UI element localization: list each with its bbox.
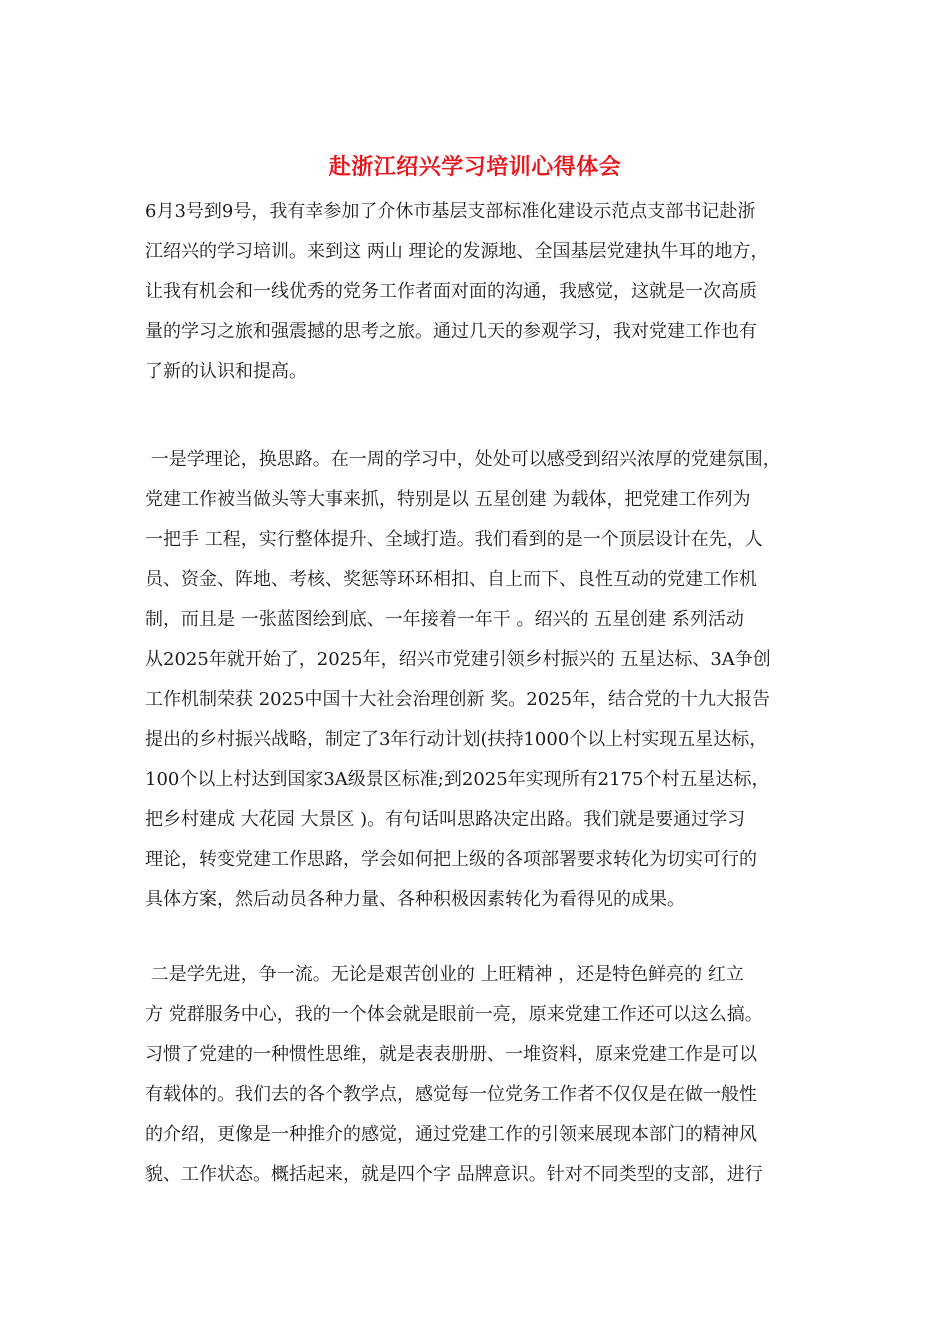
text-line: 二是学先进，争一流。无论是艰苦创业的 上旺精神 ，还是特色鲜亮的 红立 [145, 964, 744, 985]
text-line: 100个以上村达到国家3A级景区标准;到2025年实现所有2175个村五星达标， [145, 769, 770, 790]
text-line: 习惯了党建的一种惯性思维，就是表表册册、一堆资料，原来党建工作是可以 [145, 1044, 757, 1065]
paragraph-1 [145, 192, 815, 392]
text-line: 把乡村建成 大花园 大景区 )。有句话叫思路决定出路。我们就是要通过学习 [145, 809, 746, 830]
text-line: 具体方案，然后动员各种力量、各种积极因素转化为看得见的成果。 [145, 889, 685, 910]
text-line: 一把手 工程，实行整体提升、全域打造。我们看到的是一个顶层设计在先，人 [145, 529, 763, 550]
text-line: 理论，转变党建工作思路，学会如何把上级的各项部署要求转化为切实可行的 [145, 849, 757, 870]
text-line: 党建工作被当做头等大事来抓，特别是以 五星创建 为载体，把党建工作列为 [145, 489, 751, 510]
text-line: 江绍兴的学习培训。来到这 两山 理论的发源地、全国基层党建执牛耳的地方， [145, 241, 769, 262]
text-line: 工作机制荣获 2025中国十大社会治理创新 奖。2025年，结合党的十九大报告 [145, 689, 771, 710]
text-line: 员、资金、阵地、考核、奖惩等环环相扣、自上而下、良性互动的党建工作机 [145, 569, 757, 590]
text-line: 6月3号到9号，我有幸参加了介休市基层支部标准化建设示范点支部书记赴浙 [145, 201, 756, 222]
paragraph-3 [145, 955, 815, 1195]
text-line: 提出的乡村振兴战略，制定了3年行动计划(扶持1000个以上村实现五星达标， [145, 729, 768, 750]
text-line: 貌、工作状态。概括起来，就是四个字 品牌意识。针对不同类型的支部，进行 [145, 1164, 763, 1185]
paragraph-2 [145, 440, 815, 920]
text-line: 一是学理论，换思路。在一周的学习中，处处可以感受到绍兴浓厚的党建氛围， [145, 449, 781, 470]
text-line: 让我有机会和一线优秀的党务工作者面对面的沟通，我感觉，这就是一次高质 [145, 281, 757, 302]
text-line: 方 党群服务中心，我的一个体会就是眼前一亮，原来党建工作还可以这么搞。 [145, 1004, 763, 1025]
text-line: 有载体的。我们去的各个教学点，感觉每一位党务工作者不仅仅是在做一般性 [145, 1084, 757, 1105]
document-title: 赴浙江绍兴学习培训心得体会 [328, 154, 622, 180]
text-line: 了新的认识和提高。 [145, 361, 307, 382]
text-line: 从2025年就开始了，2025年，绍兴市党建引领乡村振兴的 五星达标、3A争创 [145, 649, 771, 670]
text-line: 制，而且是 一张蓝图绘到底、一年接着一年干 。绍兴的 五星创建 系列活动 [145, 609, 744, 630]
text-line: 量的学习之旅和强震撼的思考之旅。通过几天的参观学习，我对党建工作也有 [145, 321, 757, 342]
text-line: 的介绍，更像是一种推介的感觉，通过党建工作的引领来展现本部门的精神风 [145, 1124, 757, 1145]
